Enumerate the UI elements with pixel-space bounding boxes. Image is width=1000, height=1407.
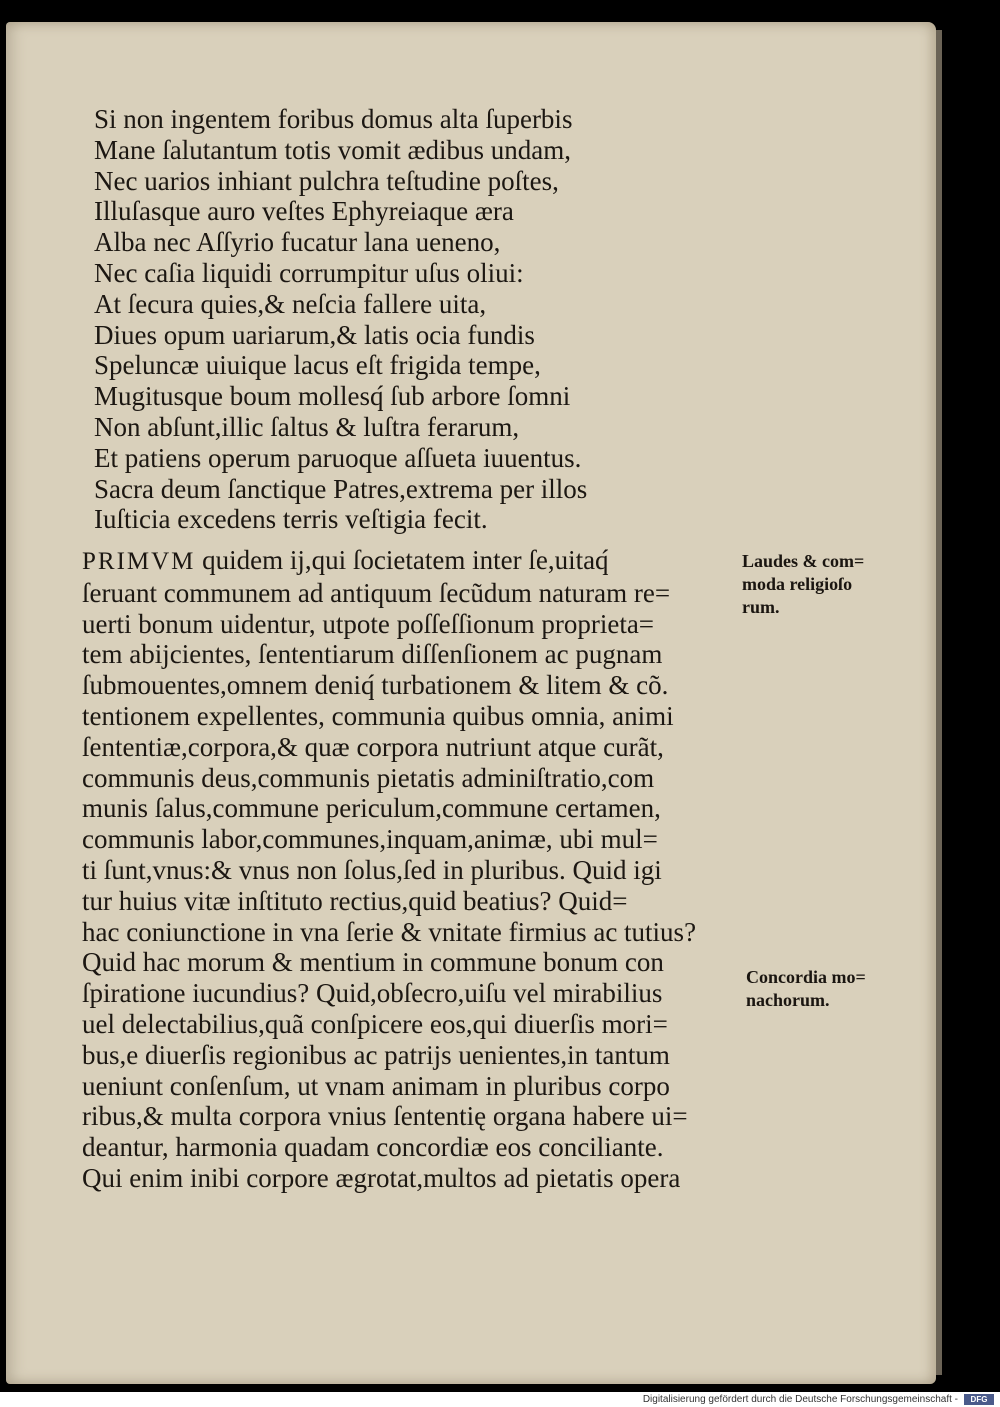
marginal-line: nachorum. (746, 990, 830, 1010)
poem-line: Diues opum uariarum,& latis ocia fundis (94, 319, 535, 350)
prose-line: ſeruant communem ad antiquum ſecũdum naturam re= (82, 577, 671, 608)
poem-line: Speluncæ uiuique lacus eſt frigida tempe, (94, 350, 541, 381)
poem-line: Non abſunt,illic ſaltus & luſtra ferarum, (94, 411, 520, 442)
prose-line: tem abijcientes, ſententiarum diſſenſionem ac pugnam (82, 639, 663, 670)
prose-line: communis labor,communes,inquam,animæ, ubi mul= (82, 824, 658, 855)
poem-line: Si non ingentem foribus domus alta ſuperbis (94, 104, 573, 134)
prose-block (82, 545, 696, 1194)
prose-line: Quid hac morum & mentium in commune bonum con (82, 947, 664, 978)
marginal-line: Concordia mo= (746, 967, 866, 987)
poem-block (94, 104, 587, 535)
first-line-rest: quidem ij,qui ſocietatem inter ſe,uitaq́ (195, 545, 609, 575)
prose-line: uel delectabilius,quã conſpicere eos,qui diuerſis mori= (82, 1008, 668, 1039)
poem-line: At ſecura quies,& neſcia fallere uita, (94, 288, 487, 319)
prose-line: communis deus,communis pietatis adminiſtratio,com (82, 762, 655, 793)
prose-line: tentionem expellentes, communia quibus omnia, animi (82, 700, 674, 731)
marginal-note-laudes (742, 550, 864, 619)
prose-line: bus,e diuerſis regionibus ac patrijs uenientes,in tantum (82, 1039, 670, 1070)
poem-line: Mane ſalutantum totis vomit ædibus undam, (94, 134, 571, 165)
prose-line: uerti bonum uidentur, utpote poſſeſſionum proprieta= (82, 608, 655, 639)
poem-line: Nec uarios inhiant pulchra teſtudine poſtes, (94, 165, 559, 196)
marginal-line: moda religioſo (742, 574, 853, 594)
prose-first-line (82, 545, 696, 578)
prose-line: munis ſalus,commune periculum,commune certamen, (82, 793, 661, 824)
prose-line: ueniunt conſenſum, ut vnam animam in pluribus corpo (82, 1070, 670, 1101)
prose-line: Qui enim inibi corpore ægrotat,multos ad pietatis opera (82, 1162, 681, 1193)
poem-line: Mugitusque boum mollesq́ ſub arbore ſomni (94, 381, 571, 412)
prose-line: hac coniunctione in vna ſerie & vnitate firmius ac tutius? (82, 916, 697, 947)
poem-line: Sacra deum ſanctique Patres,extrema per illos (94, 473, 588, 504)
marginal-note-concordia (746, 966, 866, 1012)
marginal-line: rum. (742, 597, 780, 617)
prose-line: ſpiratione iucundius? Quid,obſecro,uiſu vel mirabilius (82, 978, 663, 1009)
poem-line: Et patiens operum paruoque aſſueta iuuentus. (94, 442, 582, 473)
funding-credit: Digitalisierung gefördert durch die Deutsche Forschungsgemeinschaft - (642, 1394, 958, 1405)
page-edge (936, 30, 942, 1375)
prose-line: ribus,& multa corpora vnius ſententię organa habere ui= (82, 1101, 688, 1132)
poem-line: Iuſticia excedens terris veſtigia fecit. (94, 504, 488, 535)
footer-bar (0, 1392, 1000, 1407)
opening-word: PRIMVM (82, 548, 196, 575)
poem-line: Alba nec Aſſyrio fucatur lana ueneno, (94, 227, 501, 258)
marginal-line: Laudes & com= (742, 551, 865, 571)
poem-line: Nec caſia liquidi corrumpitur uſus oliui: (94, 257, 524, 288)
prose-line: ſubmouentes,omnem deniq́ turbationem & litem & cõ. (82, 670, 669, 701)
prose-line: tur huius vitæ inſtituto rectius,quid beatius? Quid= (82, 885, 628, 916)
poem-line: Illuſasque auro veſtes Ephyreiaque æra (94, 196, 514, 227)
prose-line: ſententiæ,corpora,& quæ corpora nutriunt atque curãt, (82, 731, 664, 762)
prose-line: deantur, harmonia quadam concordiæ eos conciliante. (82, 1132, 664, 1163)
prose-line: ti ſunt,vnus:& vnus non ſolus,ſed in pluribus. Quid igi (82, 854, 662, 885)
dfg-logo[interactable]: DFG (964, 1394, 994, 1405)
